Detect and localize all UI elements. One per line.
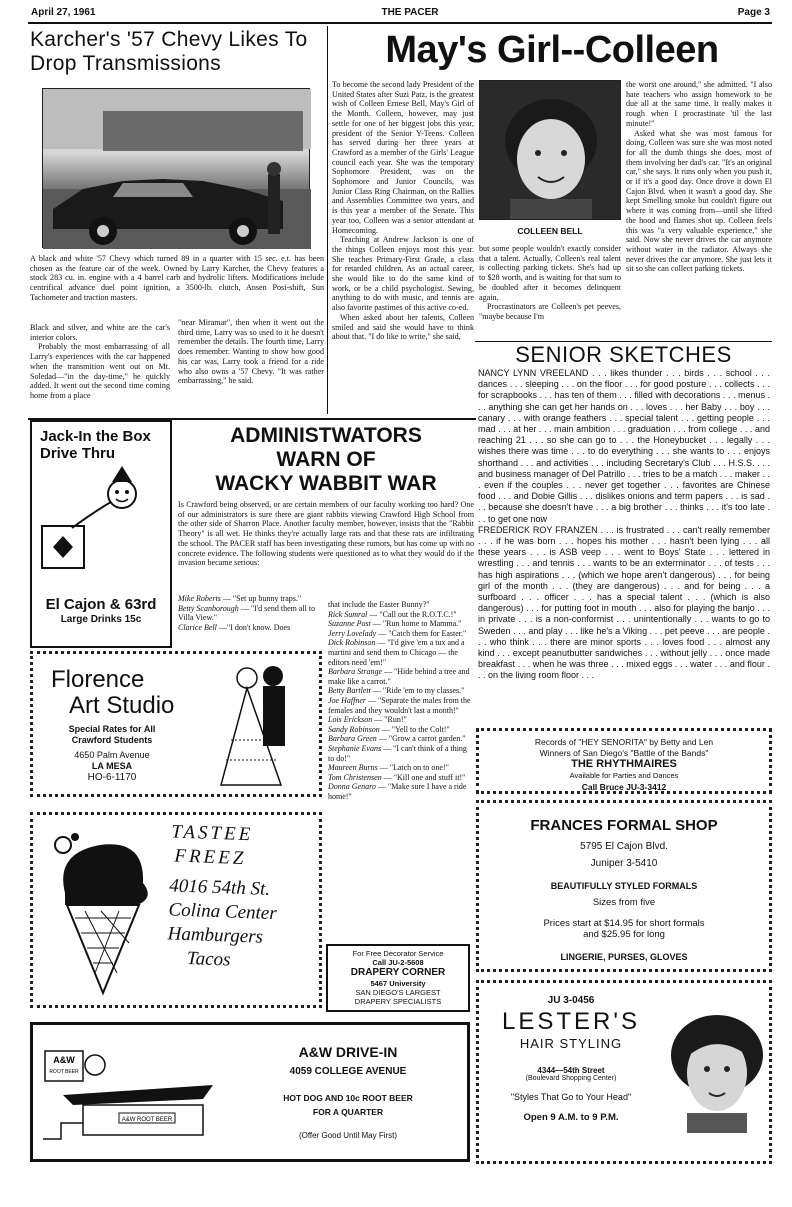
chevy-headline: Karcher's '57 Chevy Likes To Drop Transmissions — [30, 28, 308, 75]
frances-extras: LINGERIE, PURSES, GLOVES — [560, 952, 688, 962]
chevy-paragraph: Probably the most embarrassing of all Larry's experiences with the car happened when the transmition went out on Mt. Soledad—"in the day-time," he quickly added. It went out the second time coming home from a place — [30, 342, 170, 400]
drapery-name: DRAPERY CORNER — [350, 967, 446, 978]
wabbit-quote: Dick Robinson — "I'd give 'em a tux and a martini and send them to Chicago — the editors need 'em!" — [328, 638, 465, 667]
aw-offer-line2: FOR A QUARTER — [312, 1107, 384, 1117]
frances-address: 5795 El Cajon Blvd. — [580, 841, 668, 852]
sketch-nancy: NANCY LYNN VREELAND . . . likes thunder . . . birds . . . school . . . dances . . . sleeping . . . on the floor . . . for good posture . . . collects . . . for scrapbooks . . . has ten of them . . . filled with decorations . . . menus . . . anything she can get her hands on . . . loves . . . her Baby . . . boy . . . canary . . . with orange feathers . . . special talent . . . getting people . . . mad . . . at her . . . main ambition . . . graduation . . . from college . . . and reaching 21 . . . so she can go to . . . the Honeybucket . . . legally . . . wishes there was time . . . to do everything . . . she wants to . . . enjoys shorthand . . . and activities . . . including Secretary's Club . . . H.S.S. . . . and business manager of Del Patrillo . . . tries to be a match . . . maker . . . even if the couples . . . never get together . . . favorites are Chinese food . . . and Dobie Gillis . . . dislikes onions and term papers . . . is sad . . . because she doesn't have . . . a big brother . . . thinks . . . it's too late . . . to get one now — [478, 368, 770, 524]
jackinbox-location: El Cajon & 63rd — [45, 596, 157, 613]
frances-formal-ad — [476, 800, 772, 972]
aw-drive-in-ad — [30, 1022, 470, 1162]
senior-sketches-body — [478, 368, 770, 720]
chevy-photo — [42, 88, 310, 248]
wabbit-quote: Suzanne Post — "Run home to Mamma." — [328, 619, 462, 629]
rhythmaires-name: THE RHYTHMAIRES — [571, 758, 677, 770]
chevy-column-2 — [178, 318, 324, 386]
lesters-ad — [476, 980, 772, 1164]
tastee-name: TASTEE — [170, 821, 254, 846]
wabbit-quote: Betty Scanborough — "I'd send them all to Villa View." — [178, 603, 316, 623]
aw-offer: HOT DOG AND 10c ROOT BEER — [283, 1093, 413, 1103]
colleen-headline: May's Girl--Colleen — [385, 29, 719, 71]
chevy-caption: A black and white '57 Chevy which turned 89 in a quarter with 15 sec. e.t. has been chosen as the feature car of the week. Owned by Larry Karcher, the Chevy features a stock 283 cu. in. engine with a 4 barrel carb and hydrolic lifters. Modifications include centrifical advance duel point ignition, a 3500-lb. clutch, Ansen Posi-shift, Sun Tachometer and traction masters. — [30, 254, 324, 302]
rhythmaires-line: Records of "HEY SENORITA" by Betty and Len — [534, 737, 714, 747]
wabbit-quote: Barbara Green — "Grow a carrot garden." — [328, 734, 466, 744]
tastee-hamburgers: Hamburgers — [167, 923, 264, 948]
drapery-line: SAN DIEGO'S LARGEST — [355, 988, 441, 997]
lesters-hours: Open 9 A.M. to 9 P.M. — [523, 1112, 619, 1123]
rhythmaires-line: Available for Parties and Dances — [569, 771, 679, 780]
lesters-name: LESTER'S — [502, 1008, 640, 1035]
jackinbox-offer: Large Drinks 15c — [60, 614, 142, 625]
colleen-paragraph: but some people wouldn't exactly consider that a talent. Actually, Colleen's real talent is collecting parking tickets. She's had up to $28 worth, and is waiting for that sum to be doubled after it becomes delinquent again. — [479, 244, 621, 302]
car-illustration — [43, 89, 311, 249]
aw-address: 4059 COLLEGE AVENUE — [289, 1066, 407, 1077]
sketches-headline: SENIOR SKETCHES — [515, 342, 732, 367]
colleen-paragraph: To become the second lady President of the United States after Suzi Patz, is the greatest wish of Colleen Ernese Bell, May's Girl of the Month. Colleen, however, may just settle for one of her biggest jobs this year, president of the Senior Y-Teens. Colleen has served during her three years at Crawford as a member of the Girls' League council each year. She was the temporary Sophomore President, was on the Sophomore and Junior Councils, was Junior Class Ring Chairman, on the Rallies and Assemblies Committee two years, and is this year a member of the Senate. This year too, Colleen was a senior attendant at Homecoming. — [332, 80, 474, 235]
rhythmaires-ad — [476, 728, 772, 794]
lesters-center: (Boulevard Shopping Center) — [525, 1075, 617, 1082]
wabbit-quote: Sandy Robinson — "Yell to the Colt!" — [328, 724, 450, 734]
aw-name: A&W DRIVE-IN — [298, 1044, 398, 1060]
wabbit-quotes-left — [178, 594, 324, 632]
aw-sign-label: A&W — [53, 1055, 75, 1065]
frances-prices-line2: and $25.95 for long — [583, 929, 665, 940]
wabbit-quotes-right — [328, 600, 472, 801]
wabbit-quote: that include the Easter Bunny?" — [328, 600, 430, 609]
sketch-frederick: FREDERICK ROY FRANZEN . . . is frustrated . . . can't really remember . . . if he was born . . . hopes his mother . . . hasn't been lying . . . all these years . . . is ASB veep . . . went to Boys' State . . . lettered in wrestling . . . and tennis . . . wants to be an exterminator . . . of tests . . . has high aspirations . . . (which we hope aren't dangerous) . . . for being girl of the month . . . (they are dangerous) . . . and for being . . . a surfboard . . . officer . . . has a special talent . . . (which is also dangerous) . . . for putting foot in mouth . . . also for playing the banjo . . . in private . . . is a non-conformist . . . unintentionally . . . wants to go to Sweden . . . and play . . . like he's a Viking . . . pet peeve . . . are people . . . who think . . . there are minor sports . . . loves food . . . almost any kind . . . except peanutbutter sandwiches . . . without jelly . . . once made breakfast . . . when he was three . . . mixed eggs . . . water . . . and flour . . . on the living room floor . . . — [478, 524, 770, 681]
florence-city: LA MESA — [91, 761, 133, 771]
ice-cream-cone-icon — [45, 823, 165, 1003]
aw-note: (Offer Good Until May First) — [298, 1131, 398, 1140]
florence-details — [37, 724, 187, 783]
wabbit-headline — [178, 424, 474, 496]
florence-name: Florence — [51, 666, 145, 693]
florence-ad — [30, 651, 322, 797]
tastee-center: Colina Center — [168, 899, 278, 925]
colleen-photo — [479, 80, 621, 220]
frances-tagline: BEAUTIFULLY STYLED FORMALS — [550, 881, 698, 891]
chevy-column-1 — [30, 323, 170, 401]
colleen-paragraph: Asked what she was most famous for doing, Colleen was sure she was most noted for all the dumb things she does, most of them involving her dad's car. "It's an original car," she says. It runs only when you push it, or if it's a good day. Once drove it down El Cajon Blvd. when it wasn't a good day. She kept Smelling smoke but couldn't figure out where it was coming from—until she lifted the hood and flames shot up. Colleen feels this was "a very valuable experience," she said. Now she never drives the car anymore without water in the radiator. Always she never drives the car anymore. She just lets it sit so she can collect parking tickets. — [626, 128, 772, 274]
lesters-slogan: "Styles That Go to Your Head" — [510, 1092, 632, 1102]
aw-stand-icon — [43, 1043, 223, 1143]
aw-roof-sign-label: A&W ROOT BEER — [121, 1117, 173, 1123]
aw-sign-sublabel: ROOT BEER — [49, 1069, 79, 1075]
chevy-paragraph: Black and silver, and white are the car's interior colors. — [30, 323, 170, 342]
frances-name: FRANCES FORMAL SHOP — [530, 817, 718, 834]
drapery-address: 5467 University — [370, 979, 426, 988]
wabbit-quote: Barbara Strange — "Hide behind a tree and make like a carrot." — [328, 667, 470, 686]
masthead-date: April 27, 1961 — [31, 7, 96, 18]
wabbit-quote: Clarice Bell —"I don't know. Does — [178, 622, 291, 632]
tastee-tacos: Tacos — [186, 948, 231, 971]
colleen-paragraph: the worst one around," she admitted. "I also hate teachers who assign homework to be due all at the same time. It really makes it rough when I procrastinate 'til the last minute!" — [626, 80, 772, 128]
colleen-paragraph: Procrastinators are Colleen's pet peeves, "maybe because I'm — [479, 302, 621, 321]
florence-phone: HO-6-1170 — [87, 772, 137, 783]
wabbit-intro: Is Crawford being observed, or are certain members of our faculty working too hard? One of our administrators is sure there are giant rabbits viewing Crawford High School from the other side of Sharron Place. Another faculty member, however, insists that the "Rabbit Theory" is all wet. He thinks they're actually large rats and that these rats are infiltrating the school. The PACER staff has been investigating these rumors, but has come up with no concrete evidence. The following students were questioned as to what they would do if the invasion became serious: — [178, 500, 474, 568]
tastee-address: 4016 54th St. — [169, 875, 271, 900]
wabbit-quote: Betty Bartlett — "Ride 'em to my classes." — [328, 686, 465, 696]
lesters-subtitle: HAIR STYLING — [519, 1036, 623, 1051]
frances-sizes: Sizes from five — [592, 897, 656, 908]
colleen-column-1 — [332, 80, 474, 415]
wabbit-headline-line: WARN OF — [276, 448, 376, 471]
colleen-column-3 — [626, 80, 772, 338]
column-divider — [327, 26, 328, 414]
colleen-paragraph: When asked about her talents, Colleen smiled and said she would have to think about that. "I do like to write," she said, — [332, 312, 474, 342]
wabbit-quote: Joe Haffner — "Separate the males from the females and they wouldn't last a month!" — [328, 695, 471, 715]
tastee-script-text — [166, 820, 321, 975]
drapery-line: For Free Decorator Service — [352, 949, 444, 958]
drapery-corner-ad — [326, 944, 470, 1012]
tastee-name-line2: FREEZ — [174, 845, 247, 870]
masthead-rule — [28, 22, 772, 24]
rhythmaires-phone: Call Bruce JU-3-3412 — [581, 781, 667, 792]
portrait-illustration — [480, 81, 621, 220]
jackinbox-ad — [30, 420, 172, 648]
frances-phone: Juniper 3-5410 — [590, 858, 658, 869]
colleen-column-2 — [479, 244, 621, 322]
wabbit-quote: Jerry Lovelady — "Catch them for Easter." — [328, 628, 467, 638]
wabbit-quote: Tom Christensen — "Kill one and stuff it!" — [328, 772, 466, 782]
florence-offer: Special Rates for All — [68, 724, 156, 734]
wabbit-headline-line: WACKY WABBIT WAR — [215, 472, 437, 495]
lesters-address: 4344—54th Street — [537, 1066, 605, 1075]
florence-address: 4650 Palm Avenue — [74, 750, 150, 760]
aw-text-block — [233, 1043, 463, 1140]
colleen-photo-caption: COLLEEN BELL — [517, 226, 583, 236]
wabbit-quote: Maureen Burns — "Latch on to one!" — [328, 763, 449, 773]
wabbit-quote: Stephanie Evans — "I can't think of a thing to do!" — [328, 743, 467, 763]
lesters-phone: JU 3-0456 — [547, 995, 595, 1006]
bride-groom-icon — [201, 660, 311, 790]
chevy-article — [30, 28, 324, 416]
florence-name-line2: Art Studio — [69, 692, 175, 719]
colleen-paragraph: Teaching at Andrew Jackson is one of the things Colleen enjoys most this year. She teaches Primary-First Grade, a class for retarded children. As an actual career, she would like to do the same kind of work, or be a child psychologist. Sewing, anything to do with music, and tennis are also favorite pastimes of this active co-ed. — [332, 235, 474, 313]
wabbit-quote: Mike Roberts — "Set up bunny traps." — [178, 594, 302, 603]
masthead-page-number: Page 3 — [737, 7, 770, 18]
chevy-paragraph: "near Miramar", then when it went out the third time, Larry was so used to it he doesn't remember the details. The fourth time, Larry does remember. Wanting to show how good his car was, Larry took a friend for a ride who also owns a '57 Chevy. "It was rather embarrassing," he said. — [178, 318, 324, 386]
wabbit-quote: Lois Erickson — "Run!" — [328, 715, 407, 725]
rhythmaires-line: Winners of San Diego's "Battle of the Bands" — [539, 747, 709, 758]
florence-offer: Crawford Students — [71, 735, 153, 745]
jack-clown-icon — [32, 466, 172, 596]
wabbit-headline-line: ADMINISTWATORS — [230, 424, 422, 447]
wabbit-quote: Donna Genaro — "Make sure I have a ride home!" — [328, 782, 467, 801]
jackinbox-subtitle: Drive Thru — [40, 445, 116, 462]
wabbit-quote: Rick Sumral — "Call out the R.O.T.C.!" — [328, 609, 457, 619]
jackinbox-name: Jack-In the Box — [40, 428, 151, 445]
drapery-line: DRAPERY SPECIALISTS — [354, 997, 442, 1006]
lesters-text-block — [483, 995, 659, 1123]
masthead-paper-name: THE PACER — [381, 7, 439, 18]
drapery-phone: Call JU-2-5608 — [372, 958, 424, 967]
frances-prices: Prices start at $14.95 for short formals — [543, 918, 705, 929]
tastee-freez-ad — [30, 812, 322, 1008]
hairstyle-portrait-icon — [665, 1009, 769, 1133]
